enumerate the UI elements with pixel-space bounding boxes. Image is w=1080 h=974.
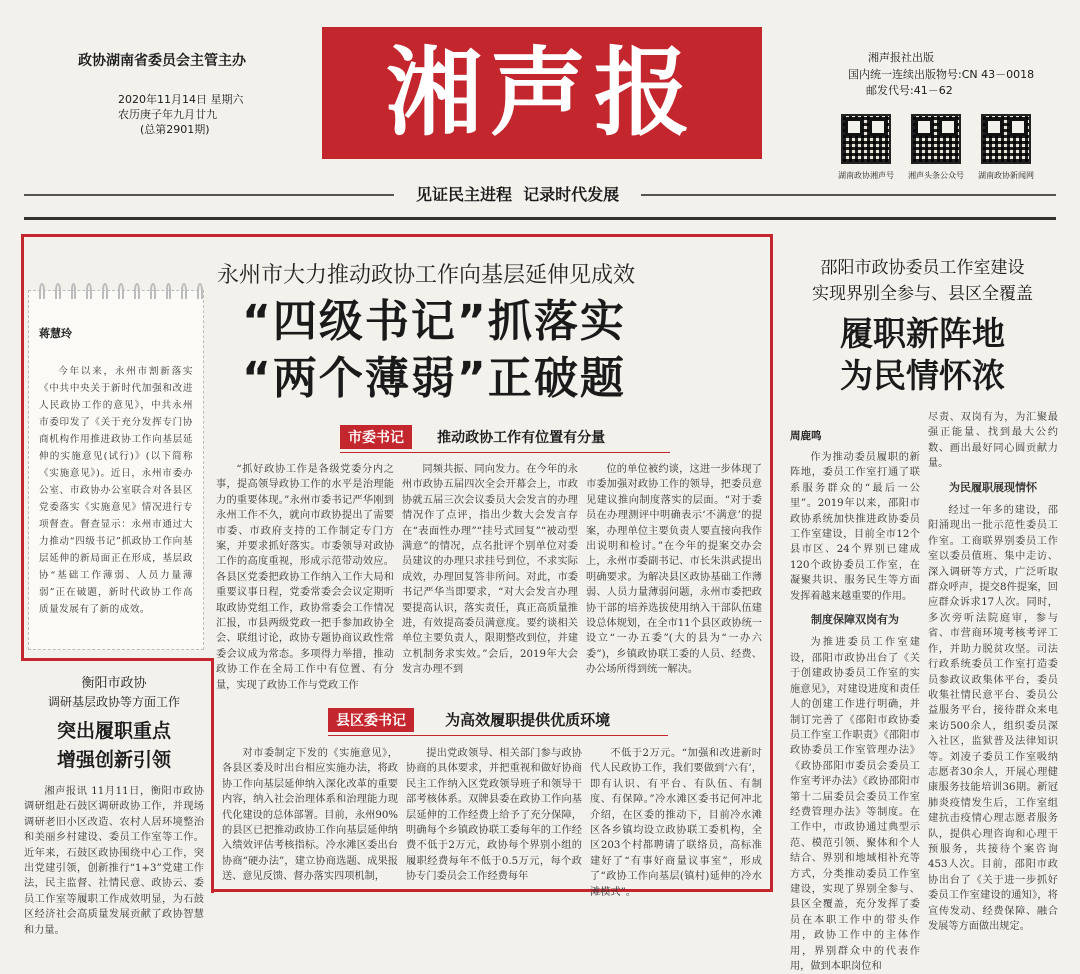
main-headline-2: “两个薄弱”正破题	[242, 353, 626, 404]
qr-block	[976, 114, 1036, 181]
author: 蒋慧玲	[39, 327, 72, 340]
frame-inner-vertical	[211, 660, 214, 893]
qr-block	[836, 114, 896, 181]
right-subhead-2: 为民履职展现情怀	[949, 480, 1037, 494]
lunar-line: 农历庚子年九月廿九	[118, 108, 217, 121]
date-line: 2020年11月14日 星期六	[118, 93, 244, 106]
section2-underline	[328, 735, 668, 736]
qr-label: 湖南政协新闻网	[978, 171, 1034, 180]
qr-code-icon[interactable]	[981, 114, 1031, 164]
frame-inner-horizontal	[21, 658, 214, 661]
right-kicker-1: 邵阳市政协委员工作室建设	[820, 258, 1025, 278]
qr-block	[906, 114, 966, 181]
qr-group	[836, 114, 1036, 181]
right-col-1: 作为推动委员履职的新阵地，委员工作室打通了联系服务群众的“最后一公里”。2019年以来，邵阳市政协系统加快推进政协委员工作室建设，目前全市12个县市区、24个界别已建成120个政协委员工作室，在凝聚共识、服务民生等方面发挥着越来越重要的作用。 制度保障双岗有为 为推进委员工作室建设，邵阳市政协出台了《关于创建政协委员工作室的实施意见》，对建设进度和责任人的创建工作进行明确，并制订完善了《邵阳市政协委员工作室工作职责》《邵阳市政协委员工作室管理办法》《政协邵阳市委员会委员工作室考评办法》《政协邵阳市第十二届委员会委员工作室经费管理办法》等制度。在工作中，市政协通过典型示范、模范引领、聚体和个人结合、界别和地域相补充等方式，分类推动委员工作室建设，实现了界别全参与、县区全覆盖，充分发挥了委员在本职工作中的带头作用，政协工作中的主体作用，界别群众中的代表作用，做到本职岗位和	[790, 452, 920, 972]
title-banner	[322, 27, 762, 159]
publisher: 湘声报社出版	[868, 51, 934, 64]
left-body: 湘声报讯 11月11日，衡阳市政协调研组赴石鼓区调研政协工作，并现场调研老旧小区改造、农村人居环境整治和美丽乡村建设、委员工作室等工作。近年来，石鼓区政协围绕中心工作，突出党建引领，创新推行“1+3”党建工作法，民主监督、社情民意、政协云、委员工作室等履职工作成效明显，为石鼓区经济社会高质量发展贡献了政协智慧和力量。	[24, 786, 204, 936]
post-code: 邮发代号:41－62	[866, 84, 953, 97]
notepad-rings-icon	[29, 283, 203, 299]
main-col-3: 位的单位被约谈，这进一步体现了市委加强对政协工作的领导，把委员意见建议推向制度落实的层面。“对于委员在办理测评中明确表示‘不满意’的提案，办理单位主要负责人要直接向我作出说明和检讨。”在今年的提案交办会上，永州市委副书记、市长朱洪武提出明确要求。为解决县区政协基础工作薄弱、人员力量薄弱问题，永州市委把政协干部的培养选拔使用纳入干部队伍建设总体规划，在全市11个县区政协统一设立“一办五委”(大的县为“一办六委”)，乡镇政协联工委的人员、经费、办公场所得到统一解决。	[586, 464, 762, 676]
sponsor-line: 政协湖南省委员会主管主办	[78, 53, 246, 69]
section2-header	[328, 708, 688, 736]
qr-code-icon[interactable]	[911, 114, 961, 164]
left-headline-1: 突出履职重点	[56, 720, 171, 742]
main-headline-1: “四级书记”抓落实	[242, 296, 626, 347]
main-col-4: 对市委制定下发的《实施意见》，各县区委及时出台相应实施办法，将政协工作向基层延伸纳入深化改革的重要内容，纳入社会治理体系和治理能力现代化建设的总体部署。目前，永州90%的县区已把推动政协工作向基层延伸纳入绩效评估考核指标。冷水滩区委出台协商“硬办法”，建立协商选题、成果报送、意见反馈、督办落实四项机制，	[222, 748, 398, 883]
right-col-2: 尽责、双岗有为，为汇聚最强正能量、找到最大公约数、画出最好同心圆贡献力量。 为民履职展现情怀 经过一年多的建设，邵阳涌现出一批示范性委员工作室。工商联界别委员工作室以委员值班、集中走访、深入调研等方式，广泛听取群众呼声，提交8件提案，回应群众诉求17人次。同时，多次旁听法院庭审，参与省、市营商环境考核考评工作，并助力脱贫攻坚。司法行政系统委员工作室打造委员参政议政集体平台，委员收集社情民意平台、委员公益服务平台，接待群众来电来访500余人，组织委员深入社区，监狱普及法律知识等。刘凌子委员工作室吸纳志愿者30余人，开展心理健康服务技能培训36期。新冠肺炎疫情发生后，工作室组建抗击疫情心理志愿者服务队，提供心理咨询和心理干预服务，共接待个案咨询453人次。目前，邵阳市政协出台了《关于进一步抓好委员工作室建设的通知》，将宣传发动、经费保障、融合发展等方面做出规定。	[928, 412, 1058, 932]
slogan: 见证民主进程 记录时代发展	[394, 182, 641, 205]
section1-tag: 市委书记	[340, 425, 412, 449]
left-article	[24, 668, 204, 936]
newspaper-title: 湘声报	[386, 36, 698, 149]
issue-number: (总第2901期)	[140, 123, 210, 136]
left-headline-2: 增强创新引领	[56, 749, 171, 771]
right-kicker-2: 实现界别全参与、县区全覆盖	[812, 284, 1033, 304]
right-author: 周鹿鸣	[790, 430, 822, 442]
right-article	[785, 255, 1060, 397]
main-col-5: 提出党政领导、相关部门参与政协协商的具体要求，并把重视和做好协商民主工作纳入区党政领导班子和领导干部考核体系。双牌县委在政协工作向基层延伸的工作经费上给予了充分保障，明确每个乡镇政协联工委每年的工作经费不低于2万元，政协每个界别小组的履职经费每年不低于0.5万元，每个政协专门委员会工作经费每年	[406, 748, 582, 883]
right-headline-1: 履职新阵地	[840, 314, 1005, 353]
main-col-6: 不低于2万元。“加强和改进新时代人民政协工作，我们要做到‘六有’，即有认识、有平台、有队伍、有制度、有保障。”冷水滩区委书记何冲北介绍，在区委的推动下，目前冷水滩区各乡镇均设立政协联工委机构，全区203个村都聘请了联络员，高标准建好了“有事好商量议事室”，形成了“政协工作向基层(镇村)延伸的冷水滩模式”。	[590, 748, 762, 898]
section1-title: 推动政协工作有位置有分量	[437, 430, 606, 446]
masthead-rule	[24, 217, 1056, 220]
qr-code-icon[interactable]	[841, 114, 891, 164]
main-col-2: 同频共振、同向发力。在今年的永州市政协五届四次全会开幕会上，市政协就五届三次会议委员大会发言的办理情况作了点评，指出少数大会发言存在“表面性办理”“挂号式回复”“被动型满意”的情况，点名批评个别单位对委员建议的办理只求挂号到位，不求实际成效，办理回复答非所问。对此，市委书记严华当即要求，“对大会发言办理要提高认识，落实责任，真正高质量推进，有效提高委员满意度。要约谈相关单位主要负责人，限期整改到位，并建立机制务求实效。”会后，2019年大会发言办理不到	[402, 464, 578, 676]
section2-title: 为高效履职提供优质环境	[445, 711, 611, 729]
right-headline-2: 为民情怀浓	[840, 356, 1005, 395]
section2-tag: 县区委书记	[328, 708, 414, 732]
qr-label: 湘声头条公众号	[908, 171, 964, 180]
left-kicker-1: 衡阳市政协	[81, 676, 147, 691]
section1-underline	[340, 452, 670, 453]
left-kicker-2: 调研基层政协等方面工作	[47, 695, 180, 709]
section1-header	[340, 425, 700, 453]
cn-number: 国内统一连续出版物号:CN 43－0018	[848, 68, 1035, 81]
masthead	[0, 0, 1080, 225]
qr-label: 湖南政协湘声号	[838, 171, 894, 180]
lead-notepad	[28, 290, 204, 650]
main-kicker: 永州市大力推动政协工作向基层延伸见成效	[217, 263, 636, 288]
lead-text: 今年以来，永州市割新落实《中共中央关于新时代加强和改进人民政协工作的意见》，中共永州市委印发了《关于充分发挥专门协商机构作用推进政协工作向基层延伸的实施意见(试行)》(以下简称《实施意见》)。近日，永州市委办公室、市政协办公室联合对各县区党委落实《实施意见》情况进行专项督查。督查显示：永州市通过大力推动“四级书记”抓政协工作向基层延伸的新局面正在形成，基层政协“基础工作薄弱、人员力量薄弱”正在破题，新时代政协工作高质量发展有了新的成效。	[39, 366, 193, 615]
right-subhead-1: 制度保障双岗有为	[811, 613, 899, 627]
main-col-1: “抓好政协工作是各级党委分内之事，提高领导政协工作的水平是治理能力的重要体现。”永州市委书记严华刚到永州工作不久，就向市政协提出了需要市委、市政府支持的工作制定专门方案，并要求抓好落实。市委领导对政协工作的高度重视，形成示范带动效应。各县区党委把政协工作纳入工作大局和重要议事日程，党委常委会会议定期听取政协党组工作，政协常委会工作情况汇报，市县两级党政一把手参加政协全会、联组讨论，政协专题协商议政性常委会议成为常态。多项得力举措，推动政协工作在全局工作中有位置、有分量，实现了政协工作与党政工作	[216, 464, 394, 691]
